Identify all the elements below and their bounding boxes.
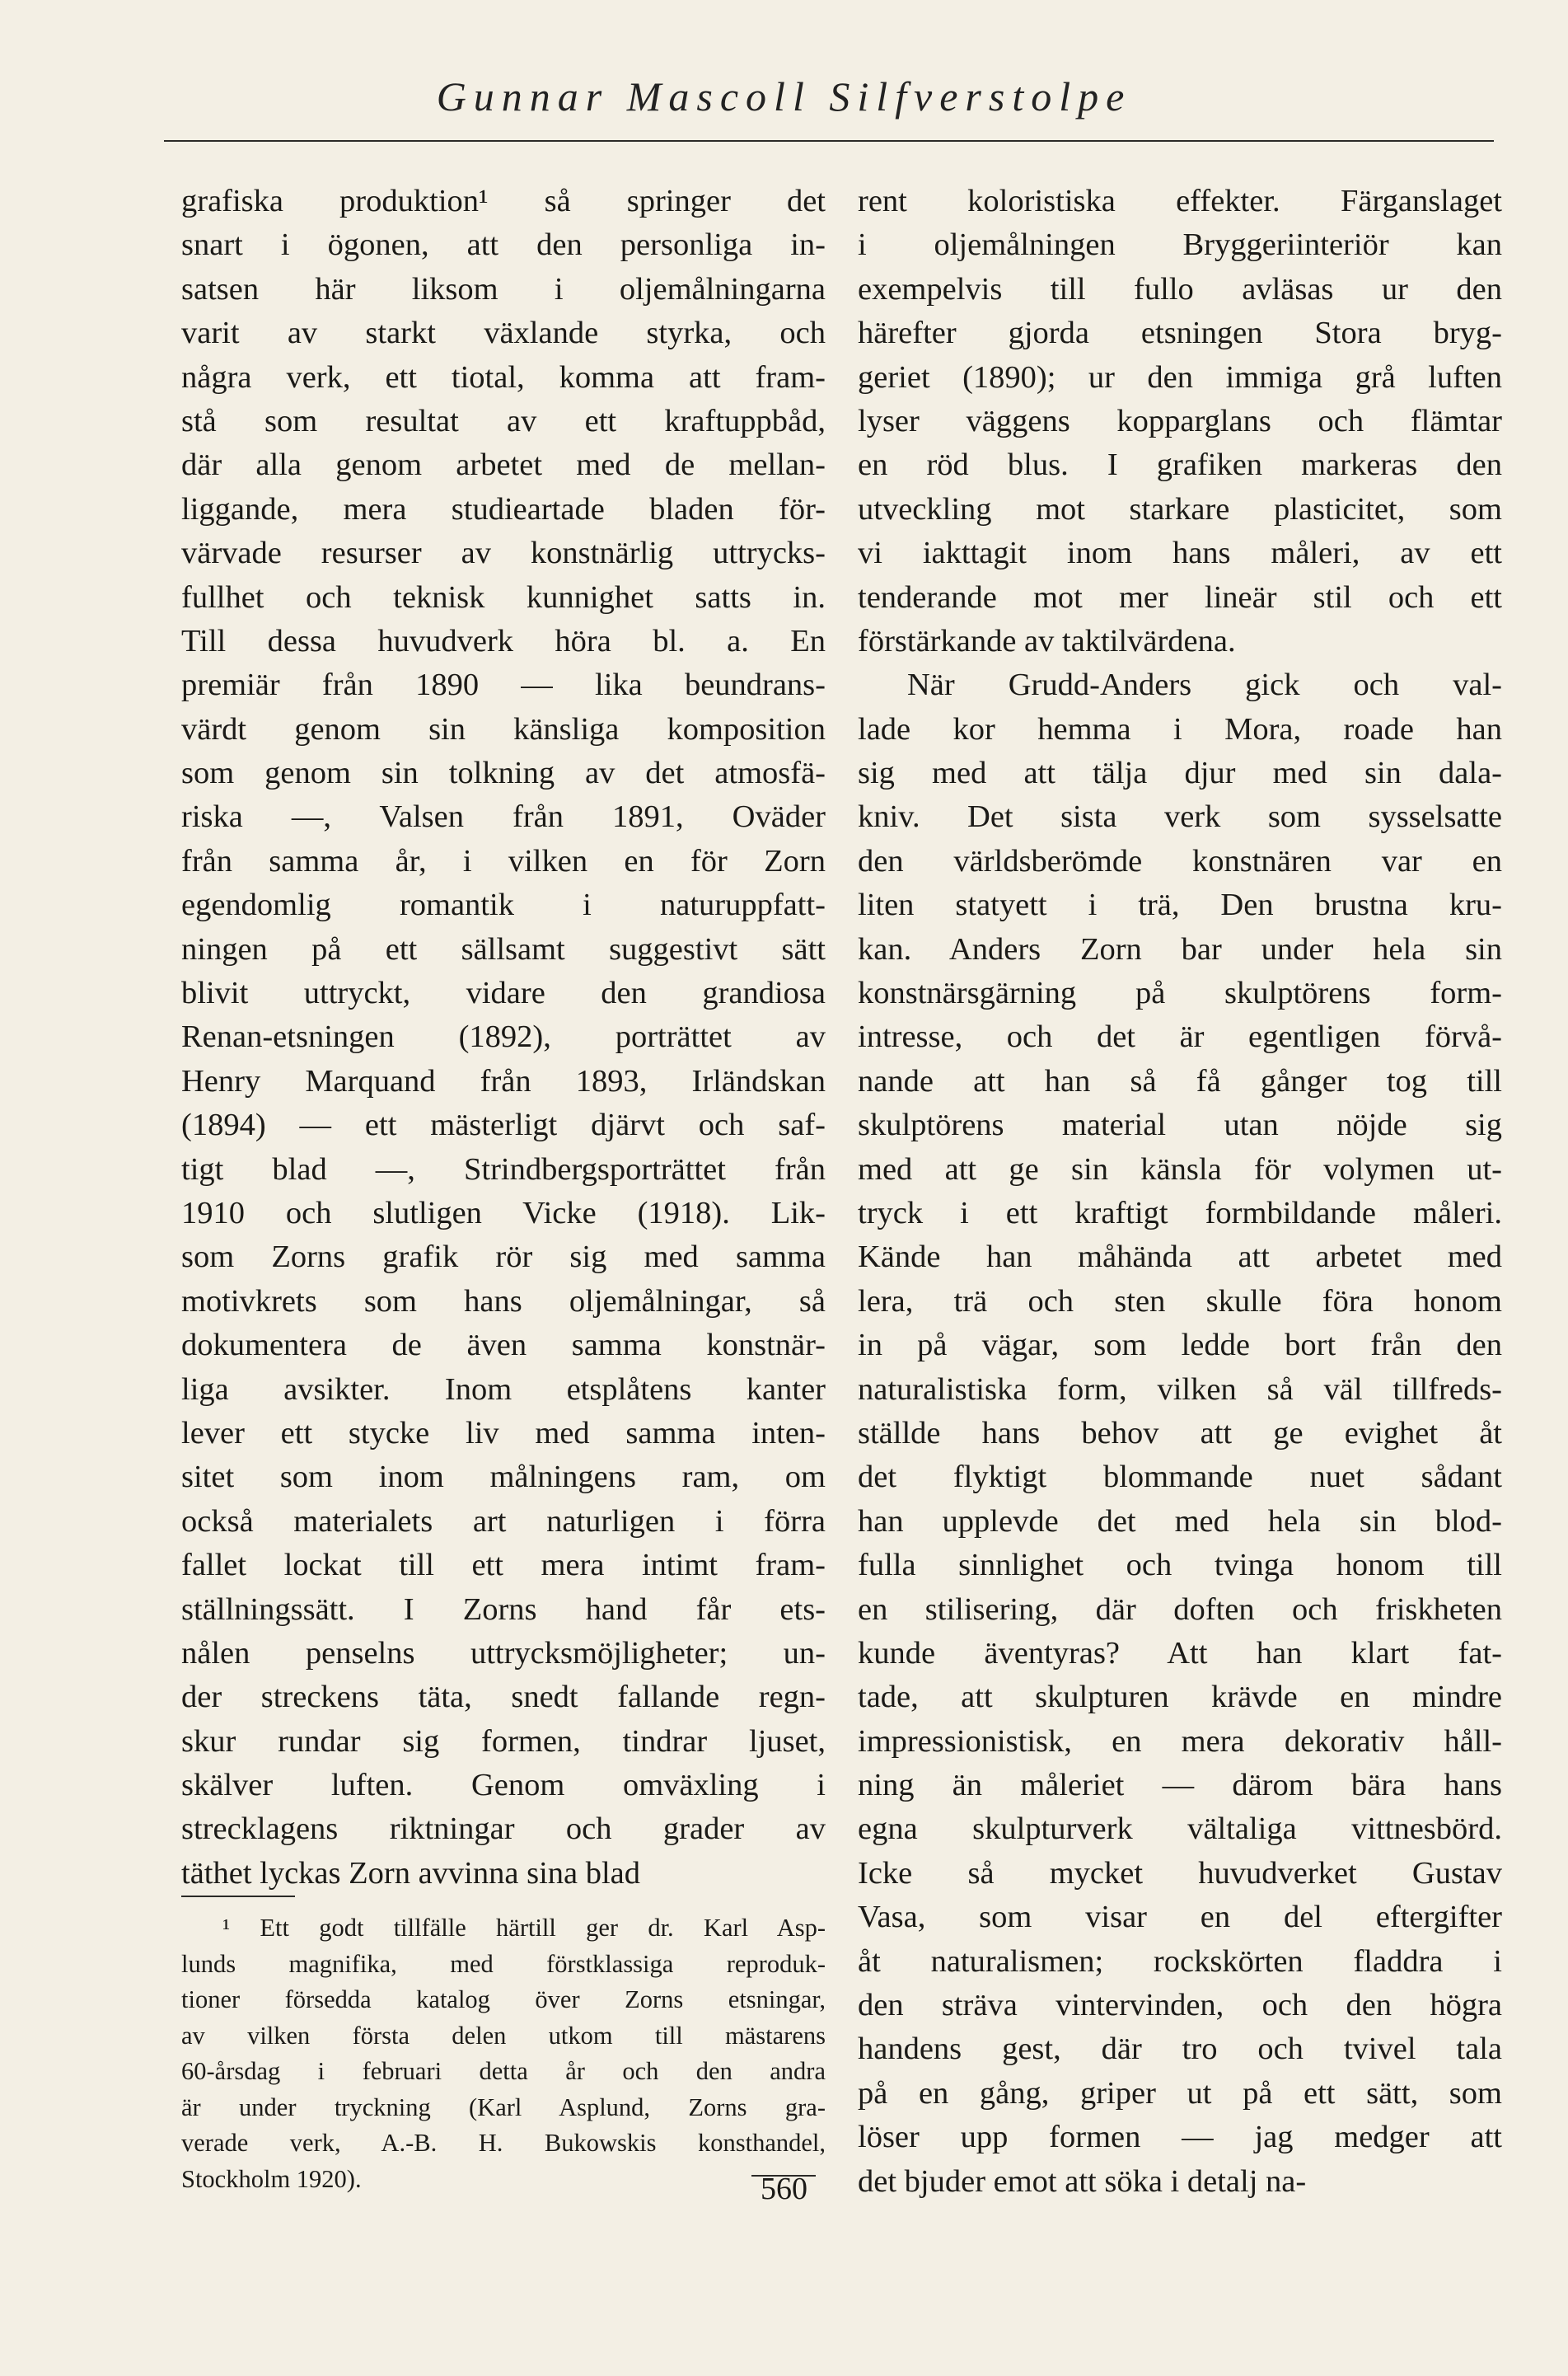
- text-line: impressionistisk, en mera dekorativ håll-: [858, 1723, 1502, 1759]
- text-line: Renan-etsningen (1892), porträttet av: [181, 1019, 826, 1055]
- text-line: ningen på ett sällsamt suggestivt sätt: [181, 931, 826, 967]
- text-line: der streckens täta, snedt fallande regn-: [181, 1680, 826, 1715]
- text-line: fulla sinnlighet och tvinga honom till: [858, 1548, 1502, 1583]
- footnote-line: verade verk, A.-B. H. Bukowskis konsthandel,: [181, 2129, 826, 2157]
- text-line: tigt blad —, Strindbergsporträttet från: [181, 1151, 826, 1187]
- text-line: utveckling mot starkare plasticitet, som: [858, 491, 1502, 527]
- text-line: lever ett stycke liv med samma inten-: [181, 1415, 826, 1450]
- text-line: åt naturalismen; rockskörten fladdra i: [858, 1943, 1502, 1979]
- text-line: intresse, och det är egentligen förvå-: [858, 1019, 1502, 1055]
- footnote-line: Stockholm 1920).: [181, 2164, 362, 2193]
- text-line: Vasa, som visar en del eftergifter: [858, 1900, 1502, 1935]
- text-line: Till dessa huvudverk höra bl. a. En: [181, 623, 826, 658]
- text-line: den världsberömde konstnären var en: [858, 843, 1502, 879]
- text-line: satsen här liksom i oljemålningarna: [181, 271, 826, 307]
- text-line: värvade resurser av konstnärlig uttrycks-: [181, 536, 826, 571]
- text-line: han upplevde det med hela sin blod-: [858, 1503, 1502, 1539]
- running-header-title: Gunnar Mascoll Silfverstolpe: [436, 73, 1132, 120]
- text-line: exempelvis till fullo avläsas ur den: [858, 271, 1502, 307]
- text-line: liggande, mera studieartade bladen för-: [181, 491, 826, 527]
- text-line: blivit uttryckt, vidare den grandiosa: [181, 976, 826, 1011]
- text-line: ställde hans behov att ge evighet åt: [858, 1415, 1502, 1450]
- text-line: liga avsikter. Inom etsplåtens kanter: [181, 1371, 826, 1407]
- footnote-line: av vilken första delen utkom till mästarens: [181, 2021, 826, 2050]
- text-line: handens gest, där tro och tvivel tala: [858, 2032, 1502, 2067]
- footnote-line: ¹ Ett godt tillfälle härtill ger dr. Karl Asp-: [222, 1914, 826, 1942]
- text-line: som genom sin tolkning av det atmosfä-: [181, 756, 826, 791]
- text-line: från samma år, i vilken en för Zorn: [181, 843, 826, 879]
- text-line: också materialets art naturligen i förra: [181, 1503, 826, 1539]
- text-line: kniv. Det sista verk som sysselsatte: [858, 799, 1502, 835]
- text-line: egna skulpturverk vältaliga vittnesbörd.: [858, 1811, 1502, 1847]
- text-line: tryck i ett kraftigt formbildande måleri.: [858, 1195, 1502, 1230]
- text-line: kunde äventyras? Att han klart fat-: [858, 1635, 1502, 1671]
- footnote-line: tioner försedda katalog över Zorns etsningar,: [181, 1985, 826, 2013]
- text-line: värdt genom sin känsliga komposition: [181, 711, 826, 747]
- text-line: med att ge sin känsla för volymen ut-: [858, 1151, 1502, 1187]
- text-line: skulptörens material utan nöjde sig: [858, 1108, 1502, 1143]
- text-line: sig med att tälja djur med sin dala-: [858, 756, 1502, 791]
- text-line: det bjuder emot att söka i detalj na-: [858, 2163, 1307, 2199]
- text-line: fullhet och teknisk kunnighet satts in.: [181, 579, 826, 615]
- text-line: kan. Anders Zorn bar under hela sin: [858, 931, 1502, 967]
- text-line: i oljemålningen Bryggeriinteriör kan: [858, 227, 1502, 263]
- text-line: varit av starkt växlande styrka, och: [181, 316, 826, 351]
- text-line: förstärkande av taktilvärdena.: [858, 623, 1236, 658]
- text-line: där alla genom arbetet med de mellan-: [181, 448, 826, 483]
- text-line: geriet (1890); ur den immiga grå luften: [858, 359, 1502, 395]
- text-line: grafiska produktion¹ så springer det: [181, 184, 826, 218]
- text-line: 1910 och slutligen Vicke (1918). Lik-: [181, 1195, 826, 1230]
- text-line: dokumentera de även samma konstnär-: [181, 1328, 826, 1363]
- text-line: rent koloristiska effekter. Färganslaget: [858, 184, 1502, 218]
- text-line: tenderande mot mer lineär stil och ett: [858, 579, 1502, 615]
- text-line: det flyktigt blommande nuet sådant: [858, 1460, 1502, 1495]
- text-line: sitet som inom målningens ram, om: [181, 1460, 826, 1495]
- text-line: den sträva vintervinden, och den högra: [858, 1988, 1502, 2023]
- text-line: liten statyett i trä, Den brustna kru-: [858, 888, 1502, 923]
- text-line: några verk, ett tiotal, komma att fram-: [181, 359, 826, 395]
- text-line: lade kor hemma i Mora, roade han: [858, 711, 1502, 747]
- text-line: skur rundar sig formen, tindrar ljuset,: [181, 1723, 826, 1759]
- text-line: en röd blus. I grafiken markeras den: [858, 448, 1502, 483]
- text-line: nande att han så få gånger tog till: [858, 1063, 1502, 1099]
- text-line: premiär från 1890 — lika beundrans-: [181, 668, 826, 703]
- text-line: löser upp formen — jag medger att: [858, 2120, 1502, 2155]
- text-line: nålen penselns uttrycksmöjligheter; un-: [181, 1635, 826, 1671]
- text-line: riska —, Valsen från 1891, Oväder: [181, 799, 826, 835]
- text-line: lyser väggens kopparglans och flämtar: [858, 403, 1502, 438]
- text-line: Kände han måhända att arbetet med: [858, 1240, 1502, 1275]
- right-text-column: [858, 180, 1502, 2204]
- text-line: fallet lockat till ett mera intimt fram-: [181, 1548, 826, 1583]
- header-rule: [164, 140, 1494, 142]
- text-line: snart i ögonen, att den personliga in-: [181, 227, 826, 263]
- footnote-line: 60-årsdag i februari detta år och den andra: [181, 2057, 826, 2085]
- text-line: vi iakttagit inom hans måleri, av ett: [858, 536, 1502, 571]
- footnote-line: är under tryckning (Karl Asplund, Zorns gra-: [181, 2092, 826, 2121]
- text-line: strecklagens riktningar och grader av: [181, 1811, 826, 1847]
- text-line: in på vägar, som ledde bort från den: [858, 1328, 1502, 1363]
- text-line: motivkrets som hans oljemålningar, så: [181, 1283, 826, 1319]
- left-text-column: [181, 180, 826, 1896]
- text-line: stå som resultat av ett kraftuppbåd,: [181, 403, 826, 438]
- text-line: ställningssätt. I Zorns hand får ets-: [181, 1591, 826, 1627]
- text-line: härefter gjorda etsningen Stora bryg-: [858, 316, 1502, 351]
- footnote-rule: [181, 1896, 295, 1897]
- text-line: lera, trä och sten skulle föra honom: [858, 1283, 1502, 1319]
- text-line: en stilisering, där doften och friskheten: [858, 1591, 1502, 1627]
- text-line: på en gång, griper ut på ett sätt, som: [858, 2075, 1502, 2111]
- text-line: Henry Marquand från 1893, Irländskan: [181, 1063, 826, 1099]
- text-line: naturalistiska form, vilken så väl tillfreds-: [858, 1371, 1502, 1407]
- text-line: som Zorns grafik rör sig med samma: [181, 1240, 826, 1275]
- text-line: skälver luften. Genom omväxling i: [181, 1768, 826, 1803]
- text-line: Icke så mycket huvudverket Gustav: [858, 1855, 1502, 1891]
- text-line: egendomlig romantik i naturuppfatt-: [181, 888, 826, 923]
- footnote-block: [181, 1910, 826, 2197]
- text-line: tade, att skulpturen krävde en mindre: [858, 1680, 1502, 1715]
- text-line: täthet lyckas Zorn avvinna sina blad: [181, 1855, 641, 1891]
- text-line: När Grudd-Anders gick och val-: [907, 668, 1502, 703]
- text-line: konstnärsgärning på skulptörens form-: [858, 976, 1502, 1011]
- text-line: (1894) — ett mästerligt djärvt och saf-: [181, 1108, 826, 1143]
- footnote-line: lunds magnifika, med förstklassiga reproduk-: [181, 1949, 826, 1978]
- text-line: ning än måleriet — därom bära hans: [858, 1768, 1502, 1803]
- page-number: 560: [761, 2172, 807, 2206]
